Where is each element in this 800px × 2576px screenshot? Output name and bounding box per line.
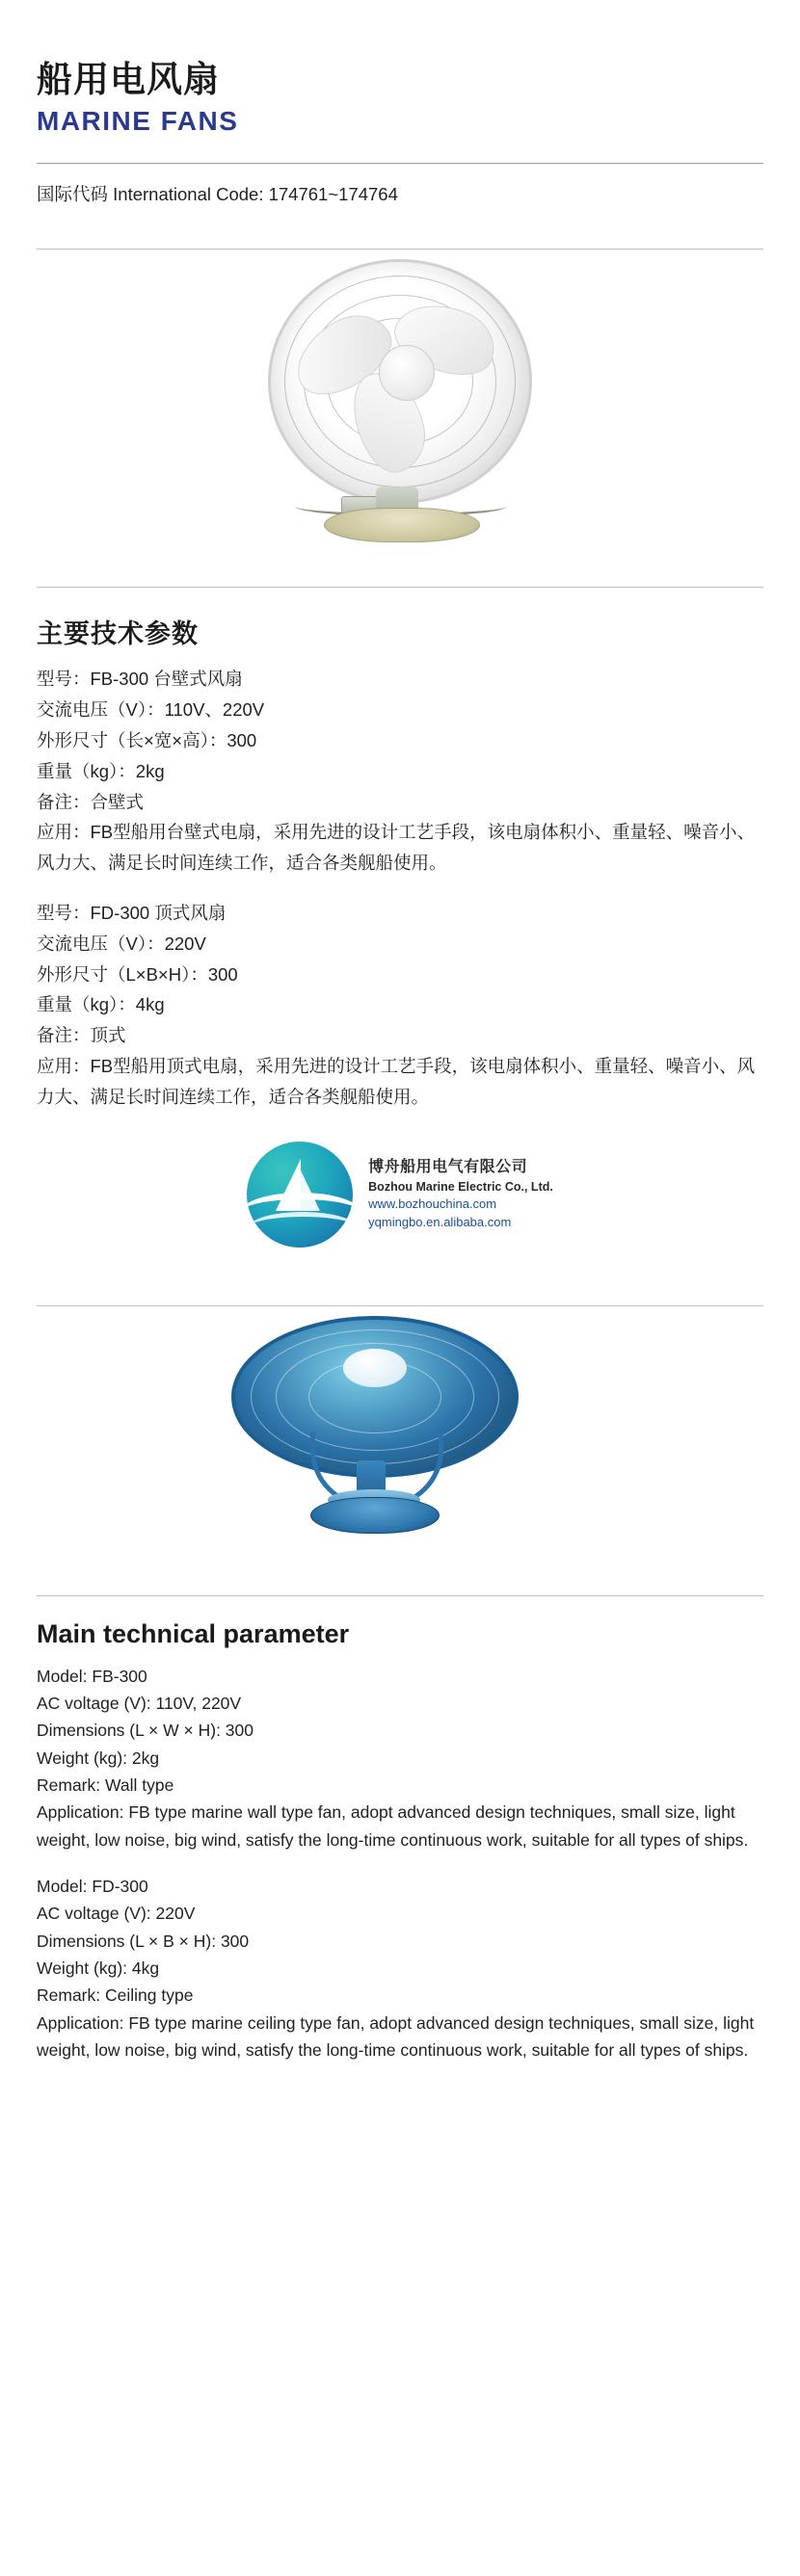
company-name-cn: 博舟船用电气有限公司 xyxy=(368,1159,528,1176)
spec-line: 备注：顶式 xyxy=(37,1025,126,1046)
ship-logo-icon xyxy=(247,1142,353,1248)
spec-line: 备注：合壁式 xyxy=(37,791,145,812)
spec-line: Weight (kg): 4kg xyxy=(37,1958,160,1979)
ceiling-fan-illustration xyxy=(222,1316,540,1557)
spec-line: Weight (kg): 2kg xyxy=(37,1748,160,1768)
fan-hub xyxy=(379,345,435,401)
company-alibaba-site[interactable]: yqmingbo.en.alibaba.com xyxy=(368,1215,512,1230)
company-logo-block xyxy=(37,1113,763,1280)
spec-line: Remark: Ceiling type xyxy=(37,1985,194,2006)
spec-block-fd300-en xyxy=(37,1873,763,2063)
spec-line: 型号：FB-300 台壁式风扇 xyxy=(37,669,243,690)
wall-fan-photo xyxy=(37,250,763,562)
spec-line: Dimensions (L × W × H): 300 xyxy=(37,1721,253,1741)
ceiling-fan-hub xyxy=(343,1349,407,1387)
spec-block-fb300-en xyxy=(37,1663,763,1853)
top-spacer xyxy=(37,0,763,58)
spec-line: AC voltage (V): 110V, 220V xyxy=(37,1693,242,1713)
bottom-spacer xyxy=(37,2063,763,2092)
company-info xyxy=(368,1156,553,1232)
spec-line: Model: FD-300 xyxy=(37,1877,148,1897)
spec-block-fd300-cn xyxy=(37,898,763,1113)
wave-shape-icon xyxy=(249,1212,353,1244)
spec-line: 交流电压（V）：220V xyxy=(37,933,206,954)
spec-line: AC voltage (V): 220V xyxy=(37,1904,196,1924)
spec-line: 重量（kg）：2kg xyxy=(37,760,165,781)
spec-line: Model: FB-300 xyxy=(37,1666,147,1686)
spec-line: 应用：FB型船用台壁式电扇，采用先进的设计工艺手段，该电扇体积小、重量轻、噪音小、风力大、满足长时间连续工作，适合各类舰船使用。 xyxy=(37,822,756,874)
fan-guard xyxy=(268,259,532,504)
international-code: 国际代码 International Code: 174761~174764 xyxy=(37,184,398,205)
spec-block-fb300-cn xyxy=(37,664,763,879)
ceiling-fan-base xyxy=(310,1497,440,1534)
spec-line: Application: FB type marine wall type fan, adopt advanced design techniques, small size, light weight, low noise, big wind, satisfy the long-time continuous work, suitable for all types of ships. xyxy=(37,1802,749,1850)
fan-base xyxy=(324,508,480,542)
spec-line: Dimensions (L × B × H): 300 xyxy=(37,1931,250,1951)
spec-line: 型号：FD-300 顶式风扇 xyxy=(37,902,227,923)
ceiling-fan-photo xyxy=(37,1306,763,1570)
spec-line: 外形尺寸（长×宽×高）：300 xyxy=(37,729,257,750)
company-name-en: Bozhou Marine Electric Co., Ltd. xyxy=(368,1180,553,1195)
spec-line: Application: FB type marine ceiling type fan, adopt advanced design techniques, small size, light weight, low noise, big wind, satisfy the long-time continuous work, suitable for all types of ships. xyxy=(37,2012,755,2061)
specs-heading-cn: 主要技术参数 xyxy=(37,619,199,649)
page-title-cn: 船用电风扇 xyxy=(37,60,220,99)
spec-line: 应用：FB型船用顶式电扇，采用先进的设计工艺手段，该电扇体积小、重量轻、噪音小、风力大、满足长时间连续工作，适合各类舰船使用。 xyxy=(37,1056,756,1107)
specs-heading-en: Main technical parameter xyxy=(37,1618,350,1648)
page-title-en: MARINE FANS xyxy=(37,106,239,137)
spec-line: 外形尺寸（L×B×H）：300 xyxy=(37,963,238,985)
wall-fan-illustration xyxy=(241,259,559,548)
company-website[interactable]: www.bozhouchina.com xyxy=(368,1196,497,1212)
spec-line: 重量（kg）：4kg xyxy=(37,994,165,1015)
spec-line: Remark: Wall type xyxy=(37,1775,174,1795)
spec-line: 交流电压（V）：110V、220V xyxy=(37,699,265,721)
